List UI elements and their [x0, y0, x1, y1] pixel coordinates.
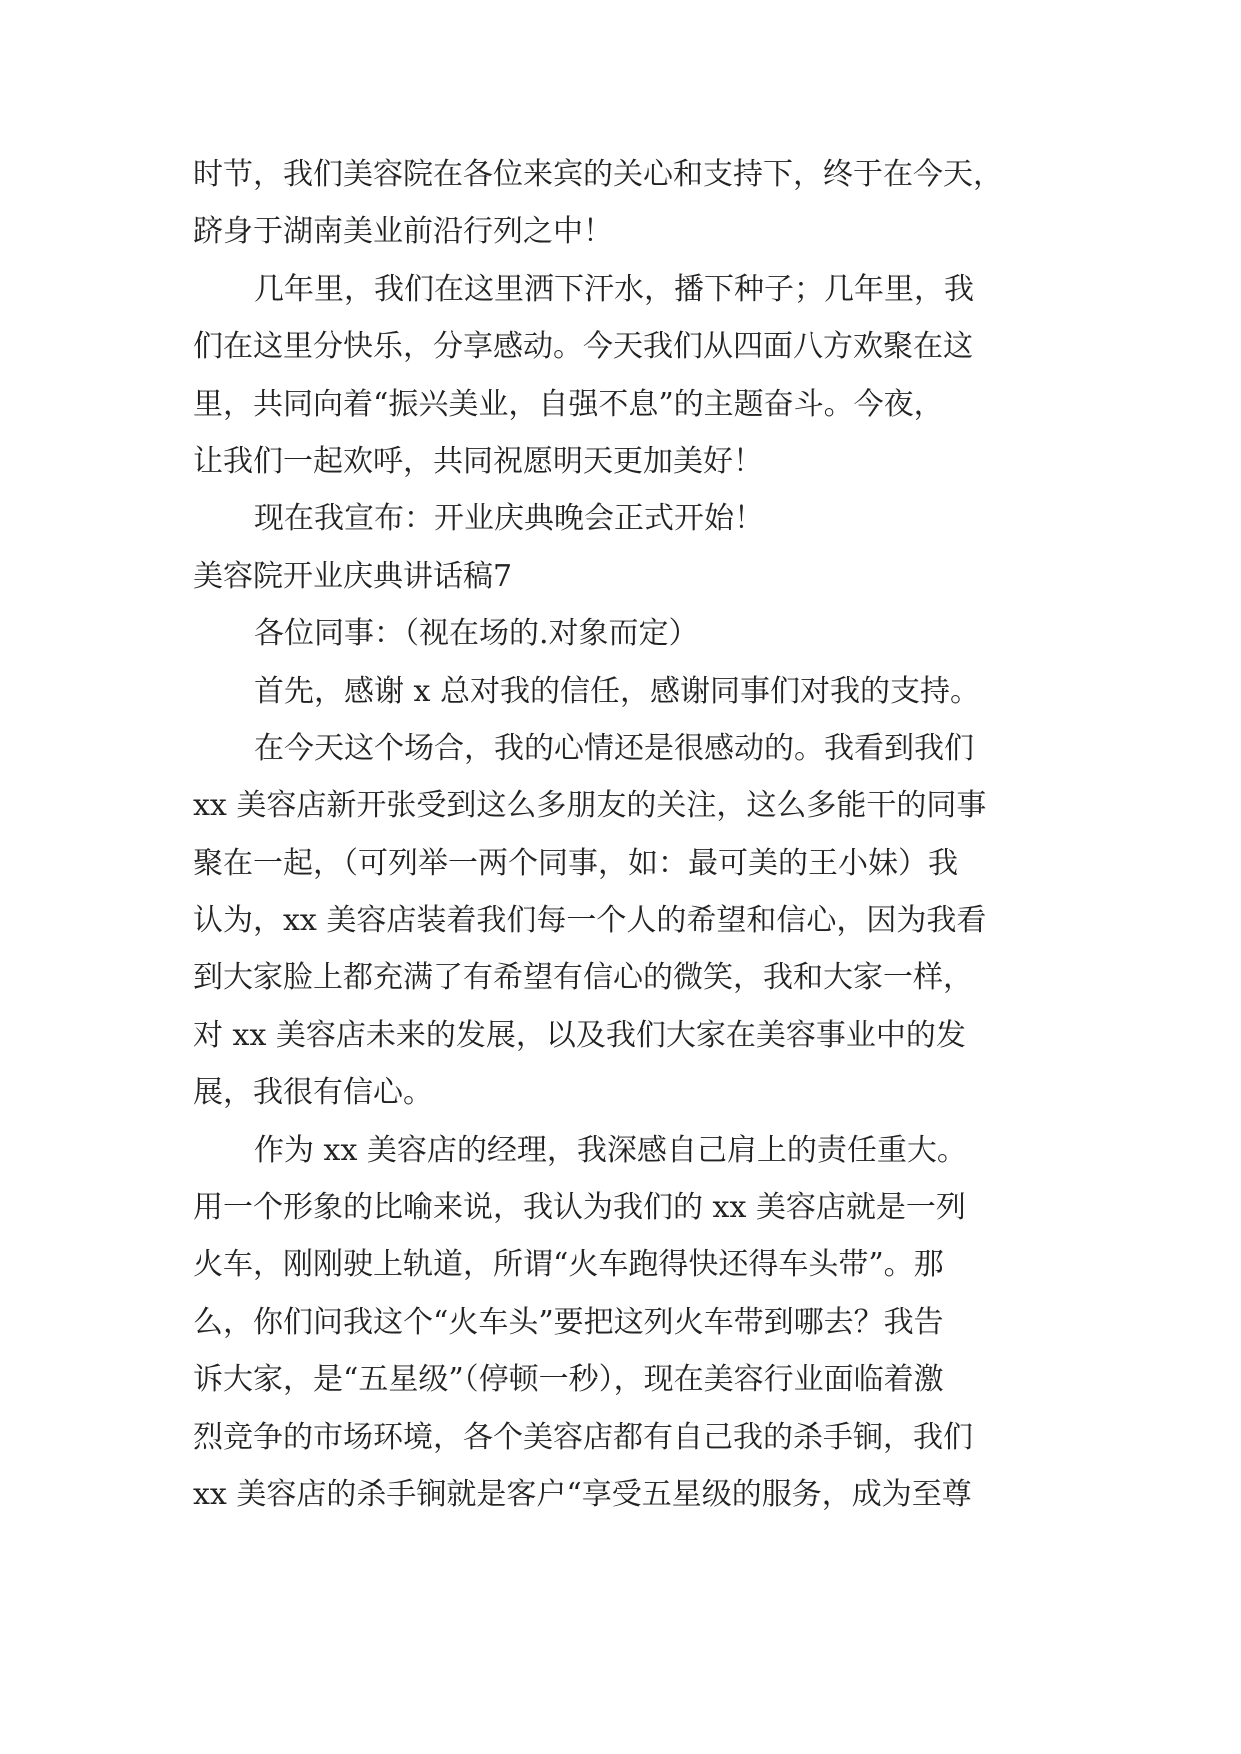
paragraph-line: xx 美容店新开张受到这么多朋友的关注，这么多能干的同事 [193, 788, 987, 824]
paragraph-line: 认为，xx 美容店装着我们每一个人的希望和信心，因为我看 [193, 903, 987, 939]
paragraph-line: 作为 xx 美容店的经理，我深感自己肩上的责任重大。 [254, 1132, 967, 1168]
paragraph-line: 现在我宣布：开业庆典晚会正式开始！ [254, 501, 764, 537]
paragraph-line: 让我们一起欢呼，共同祝愿明天更加美好！ [193, 443, 763, 479]
paragraph-line: 么，你们问我这个“火车头”要把这列火车带到哪去？我告 [193, 1304, 944, 1340]
paragraph-line: 跻身于湖南美业前沿行列之中！ [193, 214, 613, 250]
paragraph-line: 到大家脸上都充满了有希望有信心的微笑，我和大家一样， [193, 960, 973, 996]
paragraph-line: 展，我很有信心。 [193, 1075, 433, 1111]
paragraph-line: 各位同事：（视在场的.对象而定） [254, 616, 699, 652]
paragraph-line: 们在这里分快乐，分享感动。今天我们从四面八方欢聚在这 [193, 329, 973, 365]
paragraph-line: 对 xx 美容店未来的发展，以及我们大家在美容事业中的发 [193, 1017, 966, 1053]
paragraph-line: 时节，我们美容院在各位来宾的关心和支持下，终于在今天， [193, 157, 1003, 192]
section-heading: 美容院开业庆典讲话稿7 [193, 558, 513, 594]
paragraph-line: 烈竞争的市场环境，各个美容店都有自己我的杀手锏，我们 [193, 1419, 973, 1455]
paragraph-line: 火车，刚刚驶上轨道，所谓“火车跑得快还得车头带”。那 [193, 1247, 944, 1283]
paragraph-line: 用一个形象的比喻来说，我认为我们的 xx 美容店就是一列 [193, 1190, 966, 1226]
paragraph-line: 在今天这个场合，我的心情还是很感动的。我看到我们 [254, 730, 974, 766]
paragraph-line: 诉大家，是“五星级”（停顿一秒），现在美容行业面临着激 [193, 1362, 944, 1398]
paragraph-line: 首先，感谢 x 总对我的信任，感谢同事们对我的支持。 [254, 673, 980, 709]
paragraph-line: xx 美容店的杀手锏就是客户“享受五星级的服务，成为至尊 [193, 1476, 972, 1512]
paragraph-line: 里，共同向着“振兴美业，自强不息”的主题奋斗。今夜， [193, 386, 944, 422]
document-body [193, 146, 1073, 1523]
paragraph-line: 聚在一起，（可列举一两个同事，如：最可美的王小妹）我 [193, 845, 958, 881]
paragraph-line: 几年里，我们在这里洒下汗水，播下种子；几年里，我 [254, 271, 974, 307]
